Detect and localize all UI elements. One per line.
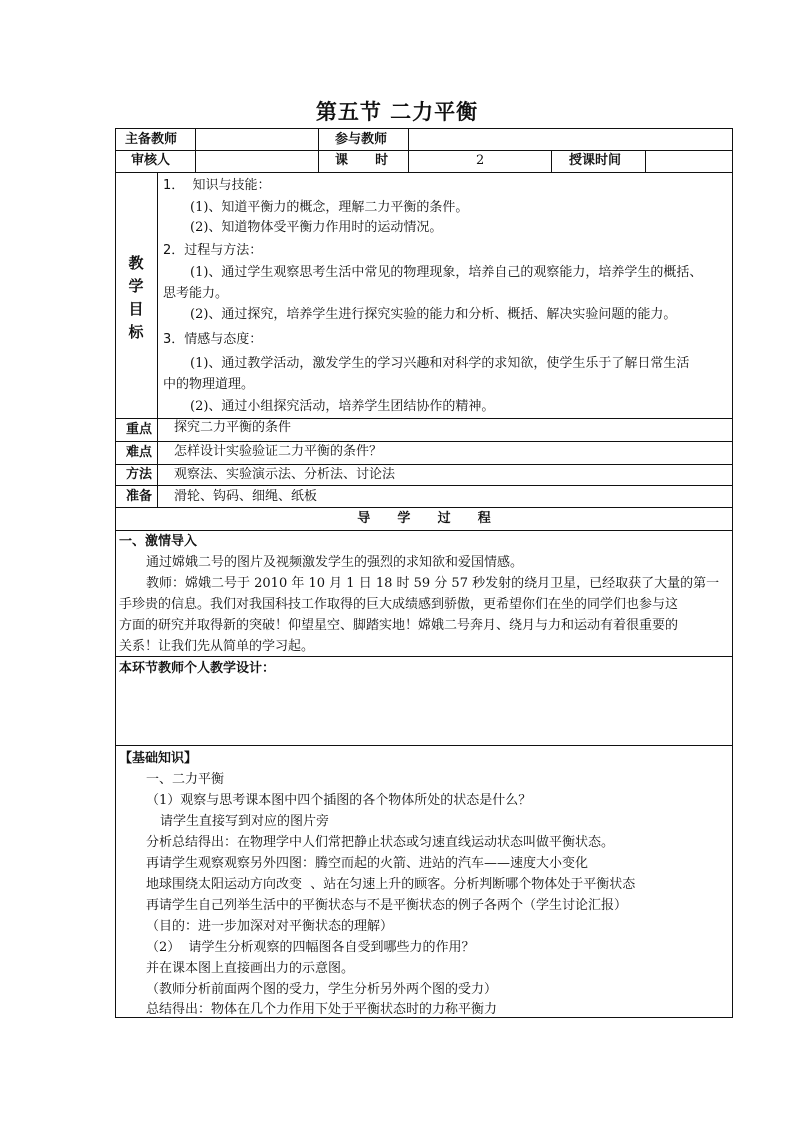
prep-value: 滑轮、钩码、细绳、纸板 [174, 489, 318, 504]
col-divider [551, 150, 552, 172]
row-divider [115, 530, 733, 531]
objective-line: (2)、通过小组探究活动，培养学生团结协作的精神。 [190, 399, 495, 414]
col-divider [408, 128, 409, 150]
intro-line: 手珍贵的信息。我们对我国科技工作取得的巨大成绩感到骄傲，更希望你们在坐的同学们也参与这 [119, 597, 679, 612]
row-divider [115, 507, 733, 508]
col-divider [645, 150, 646, 172]
periods-value: 2 [476, 153, 485, 168]
basics-line: （教师分析前面两个图的受力，学生分析另外两个图的受力） [146, 982, 498, 997]
method-value: 观察法、实验演示法、分析法、讨论法 [174, 467, 396, 482]
row-divider [115, 656, 733, 657]
objective-line: (1)、通过学生观察思考生活中常见的物理现象，培养自己的观察能力，培养学生的概括、 [190, 265, 703, 280]
participants-label: 参与教师 [335, 132, 388, 147]
objective-line: (2)、知道物体受平衡力作用时的运动情况。 [190, 220, 443, 235]
row-divider [115, 464, 733, 465]
objective-line: 2．过程与方法： [163, 243, 263, 258]
row-divider [115, 441, 733, 442]
col-divider [195, 128, 196, 172]
objectives-label [126, 252, 146, 344]
row-divider [115, 745, 733, 746]
objective-line: 中的物理道理。 [163, 377, 255, 392]
row-divider [115, 150, 733, 151]
objective-line: 思考能力。 [163, 286, 229, 301]
objective-line: (1)、知道平衡力的概念，理解二力平衡的条件。 [190, 200, 469, 215]
objective-line: 1． 知识与技能： [163, 178, 271, 193]
basics-line: 再请学生观察观察另外四图：腾空而起的火箭、进站的汽车——速度大小变化 [146, 856, 589, 871]
row-divider [115, 485, 733, 486]
process-title: 导 学 过 程 [357, 511, 491, 526]
objective-line: 3．情感与态度： [163, 332, 263, 347]
key-point-value: 探究二力平衡的条件 [174, 420, 292, 435]
key-point-label: 重点 [126, 422, 153, 437]
lesson-time-label: 授课时间 [569, 153, 622, 168]
teacher-design-label: 本环节教师个人教学设计： [119, 661, 276, 676]
basics-line: 并在课本图上直接画出力的示意图。 [146, 961, 355, 976]
basics-line: （2） 请学生分析观察的四幅图各自受到哪些力的作用？ [146, 940, 475, 955]
objectives-label-text: 教学目标 [128, 254, 144, 341]
objective-line: (1)、通过教学活动，激发学生的学习兴趣和对科学的求知欲，使学生乐于了解日常生活 [190, 356, 690, 371]
basics-heading: 【基础知识】 [119, 751, 198, 766]
basics-line: 一、二力平衡 [146, 772, 225, 787]
reviewer-label: 审核人 [131, 153, 171, 168]
prep-label: 准备 [126, 489, 153, 504]
difficulty-value: 怎样设计实验验证二力平衡的条件？ [174, 444, 383, 459]
basics-line: 请学生直接写到对应的图片旁 [160, 814, 330, 829]
periods-label: 课 时 [335, 153, 389, 168]
basics-line: （1）观察与思考课本图中四个插图的各个物体所处的状态是什么？ [146, 793, 532, 808]
col-divider [157, 172, 158, 507]
col-divider [318, 128, 319, 172]
intro-line: 关系！让我们先从简单的学习起。 [119, 639, 315, 654]
method-label: 方法 [126, 467, 153, 482]
intro-line: 通过嫦娥二号的图片及视频激发学生的强烈的求知欲和爱国情感。 [146, 555, 524, 570]
intro-heading: 一、激情导入 [119, 534, 198, 549]
intro-line: 方面的研究并取得新的突破！仰望星空、脚踏实地！嫦娥二号奔月、绕月与力和运动有着很重要的 [119, 618, 679, 633]
basics-line: 地球围绕太阳运动方向改变 、站在匀速上升的顾客。分析判断哪个物体处于平衡状态 [146, 877, 636, 892]
row-divider [115, 172, 733, 173]
basics-line: 总结得出：物体在几个力作用下处于平衡状态时的力称平衡力 [146, 1002, 498, 1017]
basics-line: 再请学生自己列举生活中的平衡状态与不是平衡状态的例子各两个（学生讨论汇报） [146, 898, 628, 913]
col-divider [408, 150, 409, 172]
basics-line: 分析总结得出：在物理学中人们常把静止状态或匀速直线运动状态叫做平衡状态。 [146, 835, 615, 850]
objective-line: (2)、通过探究，培养学生进行探究实验的能力和分析、概括、解决实验问题的能力。 [190, 307, 677, 322]
lead-teacher-label: 主备教师 [125, 132, 178, 147]
difficulty-label: 难点 [126, 445, 153, 460]
intro-line: 教师：嫦娥二号于 2010 年 10 月 1 日 18 时 59 分 57 秒发射的绕月卫星，已经取获了大量的第一 [146, 576, 720, 591]
page-title: 第五节 二力平衡 [315, 99, 479, 124]
basics-line: （目的：进一步加深对对平衡状态的理解） [146, 919, 394, 934]
